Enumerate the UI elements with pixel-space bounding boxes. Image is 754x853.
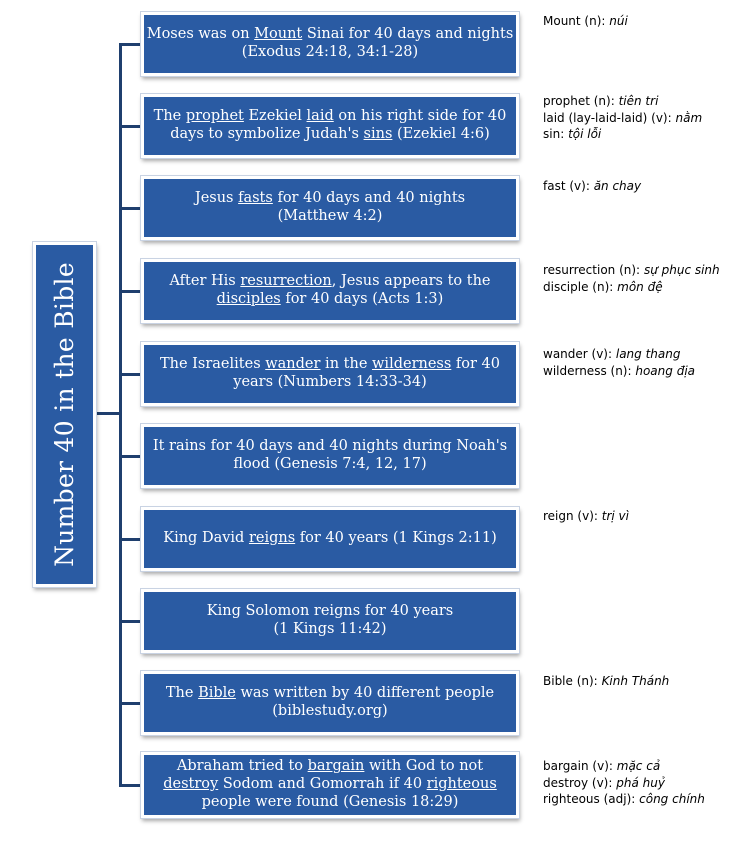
gloss-translation: hoang địa [635,363,696,378]
gloss-translation: công chính [639,792,705,806]
vocab-word: destroy [163,776,219,793]
vocab-gloss [543,346,749,379]
gloss-term: destroy (v): [543,775,613,790]
fact-text [154,108,507,143]
root-node [33,242,96,587]
fact-line [163,794,497,812]
gloss-term: wander (v): [543,347,613,361]
text-segment: Abraham tried to [176,758,308,775]
gloss-entry [543,791,749,808]
fact-box [141,671,519,735]
fact-box [141,94,519,158]
gloss-entry [543,363,749,380]
gloss-term: reign (v): [543,509,598,523]
trunk-line [119,43,122,785]
branch-connector [119,125,143,128]
fact-line [195,190,465,208]
vocab-word: Bible [198,685,236,702]
fact-box [141,752,519,818]
text-segment: The [165,685,199,702]
text-segment: in the [320,356,373,373]
fact-line [153,438,507,456]
text-segment: with God to not [364,758,484,775]
text-segment: The [153,108,186,125]
gloss-term: righteous (adj): [543,792,636,806]
fact-line [169,273,490,291]
gloss-translation: nằm [675,110,703,125]
fact-line [160,374,500,392]
text-segment: was written by 40 different people [235,685,495,702]
gloss-translation: Kinh Thánh [601,674,670,688]
text-segment: (Exodus 24:18, 34:1-28) [241,44,419,60]
vocab-word: resurrection [240,273,332,290]
branch-connector [119,620,143,623]
fact-box [141,342,519,406]
fact-text [163,758,497,811]
fact-line [169,291,490,309]
gloss-term: sin: [543,127,565,141]
vocab-word: wander [265,356,321,373]
text-segment: people were found (Genesis 18:29) [201,793,459,810]
fact-line [163,530,496,548]
gloss-entry [543,279,749,296]
fact-line [153,456,507,474]
gloss-translation: môn đệ [617,279,663,294]
text-segment: on his right side for 40 [333,108,507,125]
gloss-entry [543,126,749,143]
fact-text [195,190,465,225]
root-title: Number 40 in the Bible [50,262,79,567]
vocab-word: righteous [426,776,497,793]
text-segment: Moses was on [146,26,255,43]
text-segment: (1 Kings 11:42) [273,621,387,637]
gloss-entry [543,178,749,195]
text-segment: days to symbolize Judah's [170,126,364,142]
fact-text [153,438,507,473]
vocab-gloss [543,13,749,30]
vocab-word: reigns [248,530,296,547]
fact-box [141,424,519,488]
fact-text [166,685,494,720]
vocab-gloss [543,178,749,195]
text-segment: King Solomon reigns for 40 years [206,603,454,620]
text-segment: Jesus [194,190,239,207]
text-segment: (Matthew 4:2) [277,208,383,224]
vocab-gloss [543,93,749,143]
vocab-word: fasts [238,190,273,207]
gloss-translation: tội lỗi [568,127,602,141]
gloss-entry [543,93,749,110]
gloss-entry [543,346,749,363]
vocab-word: sins [363,126,393,142]
vocab-gloss [543,508,749,525]
text-segment: for 40 [451,356,501,373]
text-segment: Sinai for 40 days and nights [302,26,514,43]
branch-connector [119,784,143,787]
root-connector [96,412,121,415]
gloss-term: wilderness (n): [543,363,632,378]
branch-connector [119,290,143,293]
vocab-word: wilderness [372,356,452,373]
branch-connector [119,538,143,541]
fact-line [166,685,494,703]
gloss-translation: phá huỷ [616,775,665,790]
gloss-translation: núi [609,14,628,28]
gloss-translation: sự phục sinh [643,263,720,277]
gloss-entry [543,110,749,127]
gloss-entry [543,262,749,279]
fact-text [163,530,496,548]
vocab-word: disciples [216,291,281,307]
branch-connector [119,702,143,705]
fact-box [141,507,519,571]
gloss-term: laid (lay-laid-laid) (v): [543,110,672,125]
text-segment: Sodom and Gomorrah if 40 [218,776,427,793]
vocab-word: laid [306,108,334,125]
gloss-term: prophet (n): [543,94,615,108]
text-segment: for 40 years (1 Kings 2:11) [295,530,497,547]
fact-line [207,621,453,639]
fact-box [141,12,519,76]
fact-line [207,603,453,621]
text-segment: It rains for 40 days and 40 nights during Noah's [152,438,508,455]
fact-text [147,26,514,61]
fact-text [207,603,453,638]
text-segment: (biblestudy.org) [272,703,388,719]
fact-text [169,273,490,308]
gloss-term: disciple (n): [543,279,614,294]
branch-connector [119,455,143,458]
text-segment: , Jesus appears to the [331,273,491,290]
text-segment: (Ezekiel 4:6) [392,126,490,142]
branch-connector [119,43,143,46]
text-segment: for 40 days and 40 nights [272,190,466,207]
gloss-entry [543,758,749,775]
vocab-word: Mount [254,26,303,43]
fact-text [160,356,500,391]
gloss-entry [543,775,749,792]
gloss-term: Bible (n): [543,674,598,688]
branch-connector [119,373,143,376]
fact-box [141,259,519,323]
fact-box [141,176,519,240]
fact-line [163,776,497,794]
gloss-term: Mount (n): [543,14,606,28]
fact-line [163,758,497,776]
fact-line [195,208,465,226]
vocab-gloss [543,758,749,808]
text-segment: After His [169,273,241,290]
vocab-word: prophet [185,108,244,125]
gloss-term: resurrection (n): [543,263,641,277]
fact-line [154,126,507,144]
gloss-entry [543,13,749,30]
text-segment: The Israelites [159,356,266,373]
gloss-translation: trị vì [601,509,629,523]
text-segment: King David [163,530,249,547]
gloss-term: fast (v): [543,179,590,193]
text-segment: for 40 days (Acts 1:3) [280,291,444,307]
gloss-translation: mặc cả [616,759,661,773]
gloss-translation: ăn chay [593,179,642,193]
fact-line [147,26,514,44]
fact-line [166,703,494,721]
vocab-gloss [543,262,749,295]
gloss-entry [543,508,749,525]
branch-connector [119,207,143,210]
gloss-entry [543,673,749,690]
text-segment: flood (Genesis 7:4, 12, 17) [233,456,427,472]
fact-line [160,356,500,374]
fact-line [154,108,507,126]
fact-line [147,44,514,62]
gloss-translation: lang thang [615,347,681,361]
gloss-translation: tiên tri [618,94,659,108]
fact-box [141,589,519,653]
text-segment: years (Numbers 14:33-34) [233,374,427,390]
gloss-term: bargain (v): [543,759,613,773]
text-segment: Ezekiel [243,108,307,125]
vocab-word: bargain [307,758,365,775]
vocab-gloss [543,673,749,690]
